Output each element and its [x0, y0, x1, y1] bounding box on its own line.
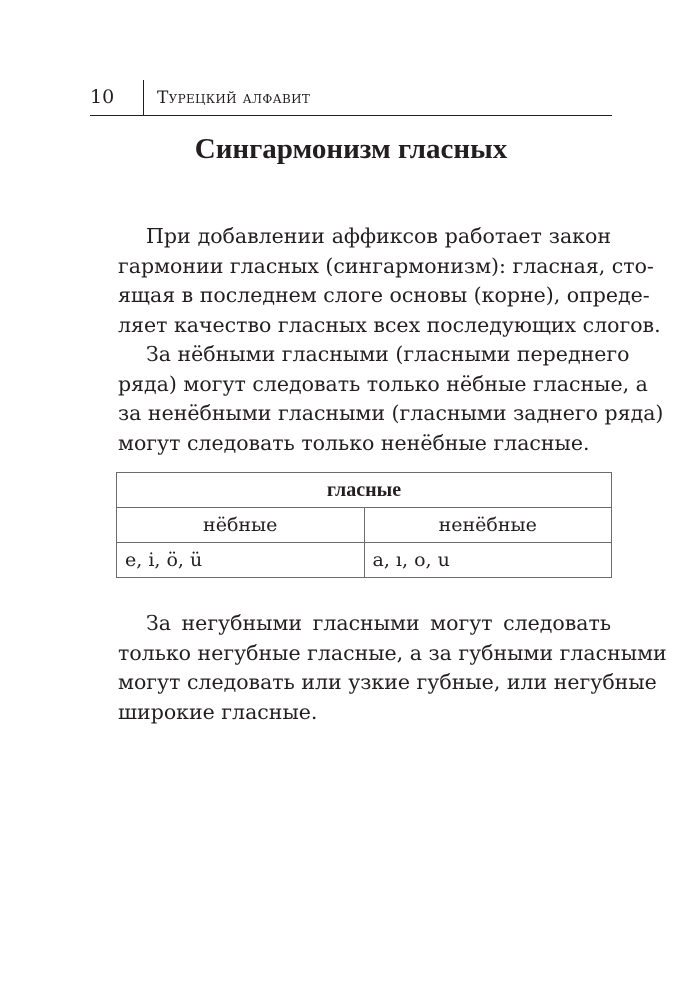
text-line: за ненёбными гласными (гласными заднего ряда) [118, 401, 664, 425]
text-line: широкие гласные. [118, 699, 318, 724]
table-header: гласные [117, 473, 612, 508]
text-line: гармонии гласных (сингармонизм): гласная, сто- [118, 253, 654, 278]
text-line: ряда) могут следовать только нёбные гласные, а [118, 371, 648, 396]
table-cell: e, i, ö, ü [117, 543, 365, 578]
paragraph-3 [118, 609, 667, 727]
header-divider [143, 80, 144, 116]
text-line: ящая в последнем слоге основы (корне), опреде- [118, 283, 650, 307]
column-header: нёбные [117, 508, 365, 543]
vowels-table [116, 472, 612, 578]
running-title: Турецкий алфавит [157, 88, 311, 108]
paragraph-2 [118, 340, 664, 458]
header-rule [90, 115, 612, 116]
text-line: могут следовать только ненёбные гласные. [118, 430, 590, 455]
text-line: При добавлении аффиксов работает закон [146, 224, 611, 248]
paragraph-1 [118, 222, 661, 340]
text-line: ляет качество гласных всех последующих слогов. [118, 312, 661, 337]
table-cell: a, ı, o, u [364, 543, 612, 578]
text-line: За нёбными гласными (гласными переднего [146, 342, 630, 366]
section-title: Сингармонизм гласных [194, 133, 508, 165]
text-line: только негубные гласные, а за губными гласными [118, 640, 667, 665]
text-line: могут следовать или узкие губные, или негубные [118, 670, 657, 694]
page-number: 10 [90, 86, 115, 108]
text-line: За негубными гласными могут следовать [146, 611, 611, 635]
column-header: ненёбные [364, 508, 612, 543]
